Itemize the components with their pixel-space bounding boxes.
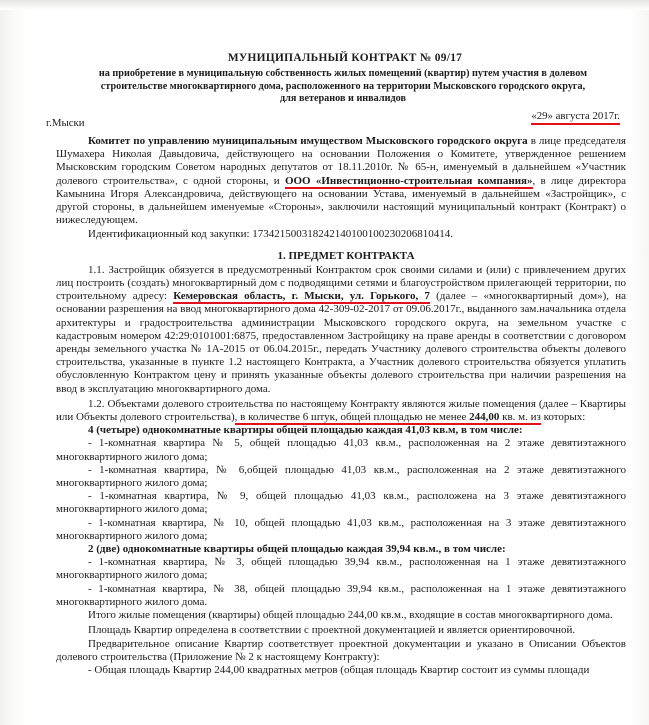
apartment-group-1: 4 (четыре) однокомнатные квартиры общей площадью каждая 41,03 кв.м, в том числе: <box>88 424 523 437</box>
total-area-paragraph: Итого жилые помещения (квартиры) общей площадью 244,00 кв.м., входящие в состав многоквартирного дома. <box>88 609 613 622</box>
contract-date: «29» августа 2017г. <box>531 110 620 125</box>
clause-1-1 <box>56 264 626 396</box>
apartment-item: - 1-комнатная квартира, № 38, общей площадью 39,94 кв.м., расположенная на 1 этаже девятиэтажного многоквартирного жилого дома. <box>56 582 626 608</box>
clause-1-2-text-c: которых: <box>540 411 586 424</box>
committee-name: Комитет по управлению муниципальным имуществом Мысковского городского округа <box>88 134 528 147</box>
subtitle-line: строительстве многоквартирного дома, расположенного на территории Мысковского городского округа, <box>100 80 586 92</box>
preliminary-description-paragraph: Предварительное описание Квартир соответствует проектной документации и указано в Описании Объектов долевого строительства (Приложение № 2 к настоящему Контракту): <box>56 637 626 663</box>
city-date-row <box>46 109 626 129</box>
apartment-item: - 1-комнатная квартира, № 10, общей площадью 41,03 кв.м., расположенная на 3 этаже девятиэтажного многоквартирного жилого дома; <box>56 516 626 542</box>
apartment-item: - 1-комнатная квартира, № 6,общей площадью 41,03 кв.м., расположенная на 2 этаже девятиэтажного многоквартирного жилого дома; <box>56 463 626 490</box>
apartment-item: - 1-комнатная квартира, № 3, общей площадью 39,94 кв.м., расположенная на 1 этаже девятиэтажного многоквартирного жилого дома; <box>56 556 626 582</box>
clause-1-2-text-a: 1.2. Объектами долевого строительства по настоящему Контракту являются жилые помещения (далее – Квартиры или Объекты долевого строительства) <box>56 397 626 424</box>
clause-1-2 <box>56 398 626 424</box>
area-unit: кв. м. из <box>499 411 541 424</box>
subtitle-line: на приобретение в муниципальную собственность жилых помещений (квартир) путем участия в долевом <box>98 68 588 80</box>
preamble-text-2: , в лице директора Камынина Игоря Александровича, действующего на основании Устава, именуемый в дальнейшем «Застройщик», с другой стороны, в дальнейшем именуемые «Стороны», заключили настоящий муниципальный контракт (Контракт) о нижеследующем. <box>56 174 627 227</box>
preamble-paragraph <box>56 135 626 227</box>
total-area-value: 244,00 <box>469 411 500 424</box>
subtitle-line: для ветеранов и инвалидов <box>280 93 406 105</box>
apartment-item: - 1-комнатная квартира, № 9, общей площадью 41,03 кв.м., расположена на 3 этаже девятиэтажного многоквартирного жилого дома; <box>56 490 626 516</box>
city: г.Мыски <box>46 116 85 129</box>
cutoff-paragraph: - Общая площадь Квартир 244,00 квадратных метров (общая площадь Квартир состоит из суммы площади <box>88 663 590 676</box>
quantity-text: , в количестве 6 штук, общей площадью не менее <box>234 411 470 424</box>
apartment-group-2: 2 (две) однокомнатные квартиры общей площадью каждая 39,94 кв.м., в том числе: <box>88 543 506 556</box>
scan-shadow <box>0 0 649 10</box>
procurement-id: Идентификационный код закупки: 173421500318242140100100230206810414. <box>88 228 454 241</box>
section-heading: 1. ПРЕДМЕТ КОНТРАКТА <box>277 249 415 262</box>
clause-1-2-underlined <box>235 411 541 425</box>
contract-subtitle <box>56 68 626 106</box>
construction-address: Кемеровская область, г. Мыски, ул. Горького, 7 <box>173 290 430 303</box>
contract-title: МУНИЦИПАЛЬНЫЙ КОНТРАКТ № 09/17 <box>227 52 463 64</box>
area-note-paragraph: Площадь Квартир определена в соответствии с проектной документацией и является ориентировочной. <box>88 624 576 637</box>
contract-document <box>46 52 627 677</box>
apartment-item: - 1-комнатная квартира № 5, общей площадью 41,03 кв.м., расположенная на 2 этаже девятиэтажного многоквартирного жилого дома; <box>56 437 626 463</box>
clause-1-1-text-a: 1.1. Застройщик обязуется в предусмотренный Контрактом срок своими силами и (или) с привлечением других лиц построить (создать) многоквартирный дом с подводящими сетями и благоустройством прилегающей территории, по строительному адресу: <box>56 263 626 303</box>
company-name: ООО «Инвестиционно-строительная компания» <box>284 174 533 187</box>
preamble-text-1: в лице председателя Шумахера Николая Давыдовича, действующего на основании Положения о Комитете, утвержденное решением Мысковским городским Советом народных депутатов от 18.11.2010г. № 65-н, именуемый в дальнейшем «Участник долевого строительства», с одной стороны, и <box>56 134 626 187</box>
clause-1-1-text-b: (далее – «многоквартирный дом»), на основании разрешения на ввод многоквартирного дома 42-309-02-2017 от 09.06.2017г., выданного зам.начальника отдела архитектуры и градостроительства администрации Мысковского городского округа, на земельном участке с кадастровым номером 42:29:0101001:6875, предоставленном Застройщику на праве аренды в соответствии с договором аренды земельного участка № 1А-2015 от 06.04.2015г., передать Участнику долевого строительства объекты долевого строительства, указанные в пункте 1.2 настоящего Контракта, а Участник долевого строительства обязуется уплатить обусловленную Контрактом цену и принять указанные объекты долевого строительства при наличии разрешения на ввод в эксплуатацию многоквартирного дома. <box>56 290 626 395</box>
